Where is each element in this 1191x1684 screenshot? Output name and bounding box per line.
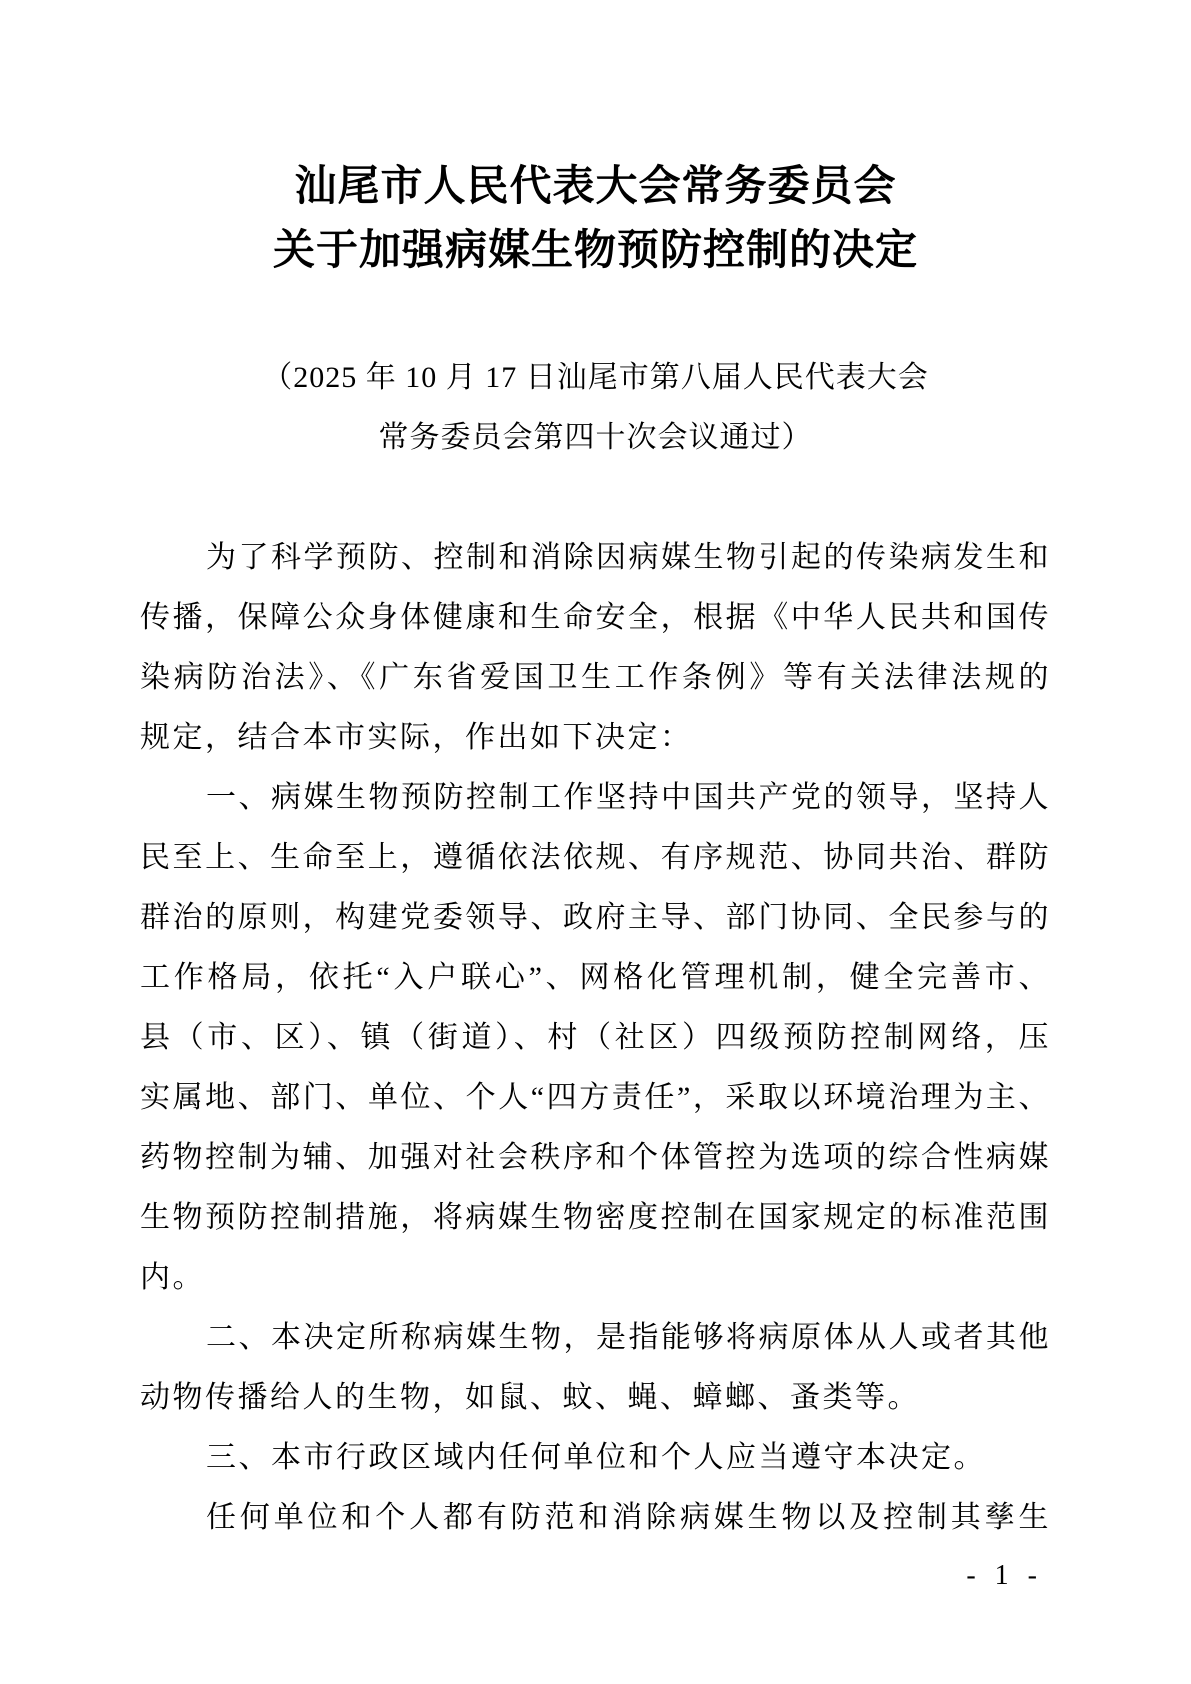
body-line: 一、病媒生物预防控制工作坚持中国共产党的领导，坚持人 [206,781,1051,814]
document-subtitle [140,348,1051,468]
document-title-line-1: 汕尾市人民代表大会常务委员会 [294,164,897,210]
body-line: 民至上、生命至上，遵循依法依规、有序规范、协同共治、群防 [140,841,1051,874]
document-subtitle-line-1: （2025 年 10 月 17 日汕尾市第八届人民代表大会 [262,361,929,394]
body-line: 群治的原则，构建党委领导、政府主导、部门协同、全民参与的 [140,901,1051,934]
document-subtitle-line-2: 常务委员会第四十次会议通过） [378,421,813,454]
body-line: 实属地、部门、单位、个人“四方责任”，采取以环境治理为主、 [140,1081,1051,1114]
body-line: 染病防治法》、《广东省爱国卫生工作条例》等有关法律法规的 [140,661,1051,694]
body-line: 三、本市行政区域内任何单位和个人应当遵守本决定。 [206,1441,986,1474]
page-number: - 1 - [966,1560,1043,1591]
body-line: 规定，结合本市实际，作出如下决定： [140,721,693,754]
body-line: 二、本决定所称病媒生物，是指能够将病原体从人或者其他 [206,1321,1051,1354]
body-line: 生物预防控制措施，将病媒生物密度控制在国家规定的标准范围 [140,1201,1051,1234]
document-title [140,155,1051,283]
body-line: 工作格局，依托“入户联心”、网格化管理机制，健全完善市、 [140,961,1051,994]
document-body [140,528,1051,1548]
body-line: 内。 [140,1261,205,1294]
body-line: 动物传播给人的生物，如鼠、蚊、蝇、蟑螂、蚤类等。 [140,1381,920,1414]
body-line: 药物控制为辅、加强对社会秩序和个体管控为选项的综合性病媒 [140,1141,1051,1174]
body-line: 传播，保障公众身体健康和生命安全，根据《中华人民共和国传 [140,601,1051,634]
body-line: 为了科学预防、控制和消除因病媒生物引起的传染病发生和 [206,541,1051,574]
body-line: 县（市、区）、镇（街道）、村（社区）四级预防控制网络，压 [140,1021,1051,1054]
document-title-line-2: 关于加强病媒生物预防控制的决定 [272,228,918,274]
body-line: 任何单位和个人都有防范和消除病媒生物以及控制其孳生 [206,1501,1051,1534]
